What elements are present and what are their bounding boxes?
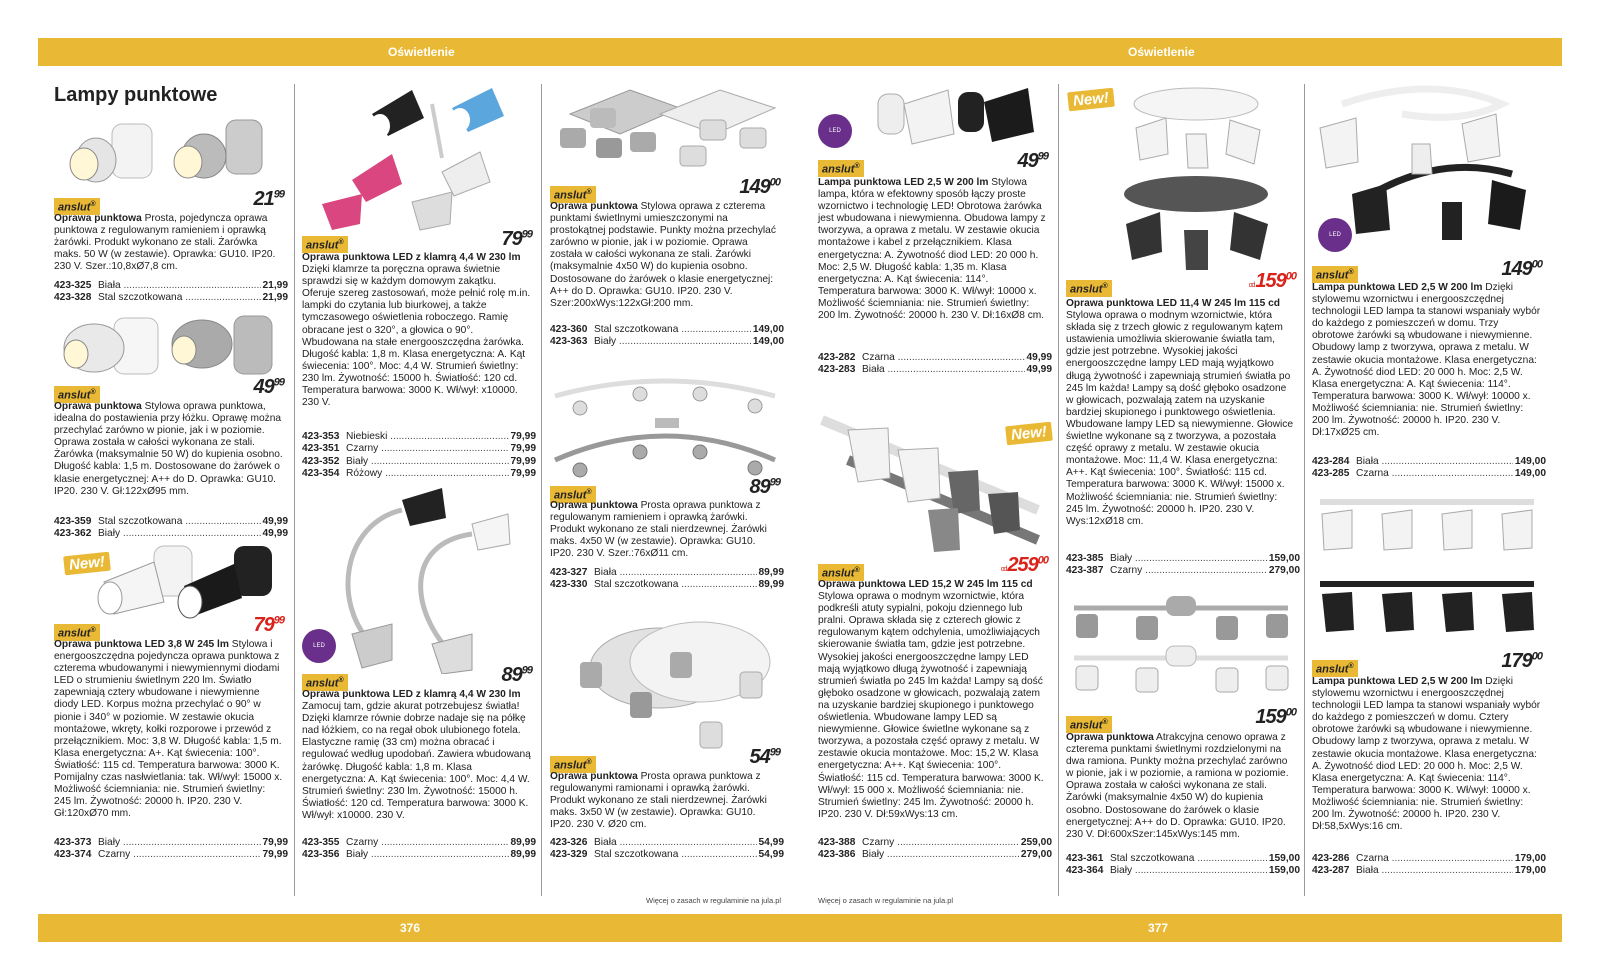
gooseneck-lamp-image [322,484,522,674]
variant-row: 423-352 Biały ..... 79,99 [302,456,536,468]
spotlight-image [84,542,284,622]
product-description: Lampa punktowa LED 2,5 W 200 lm Stylowa lampa, która w efektowny sposób łączy proste wzornictwo i technologię LED! Obrotowa żarówka jest wbudowana i niewymienna. Obudowa lampy z tworzywa, a oprawa z metalu. W zestawie okucia montażowe i kabel z przełącznikiem. Klasa energetyczna: A. Żywotność diod LED: 20 000 h. Moc: 2,5 W. Długość kabla: 1,35 m. Klasa energetyczna: A. Kąt świecenia: 114°. Temperatura barwowa: 3000 K. Wł/wył: 10000 x. Możliwość ściemniania: nie. Strumień świetlny: 200 lm. Żywotność: 20000 h. 230 V. Dł:16xØ8 cm. [818,177,1046,322]
price-tag: $od159^{00}$ [1248,270,1296,292]
led-badge-icon: LED [1318,218,1352,252]
footer-bar [38,914,1562,942]
brand-logo: anslut ® [550,186,596,203]
brand-logo: anslut ® [818,564,864,581]
variant-row: 423-287 Biała ..... 179,00 [1312,865,1546,877]
variant-row: 423-327 Biała ..... 89,99 [550,567,784,579]
section-title-left: Oświetlenie [388,45,455,59]
round-spotlight-image [550,612,780,752]
variant-list [818,837,1052,862]
variant-row: 423-356 Biały ..... 89,99 [302,849,536,861]
variant-row: 423-354 Różowy ..... 79,99 [302,468,536,480]
product-description: Oprawa punktowa LED 15,2 W 245 lm 115 cd Stylowa oprawa o modnym wzornictwie, która podkreśli atuty sypialni, pokoju dziennego lub pralni. Oprawa składa się z czterech głowic z regulowanym kątem odchylenia, umożliwiających skierowanie światła tam, gdzie jest potrzebne. Wysokiej jakości energooszczędne lampy LED mają wyjątkowo długą żywotność i zapewniają strumień światła po 245 lm każda! Lampy są dość głęboko osadzone w głowicach, pozwalają zatem na uzyskanie bardziej skupionego i punktowego oświetlenia. Wbudowane lampy LED są niewymienne. Głowice świetlne wykonane są z tworzywa, a pozostała część oprawy z metalu. W zestawie okucia montażowe. Moc: 15,2 W. Klasa energetyczna: A++. Kąt świecenia: 100°. Światłość: 115 cd. Temperatura barwowa: 3000 K. Wł/wył: 15 000 x. Możliwość ściemniania: nie. Strumień świetlny: 245 lm. Żywotność: 20000 h. IP20. 230 V. Dł:59xWys:13 cm. [818,579,1044,820]
variant-list [818,352,1052,377]
column-1 [54,84,288,904]
variant-list [550,837,784,862]
two-arm-spotlight-image [1066,586,1296,706]
price-tag: $21^{99}$ [253,188,284,210]
variant-list [1066,553,1300,578]
variant-list [1066,853,1300,878]
variant-row: 423-373 Biały ..... 79,99 [54,837,288,849]
brand-logo: anslut ® [54,624,100,641]
page-number-right: 377 [1148,921,1169,935]
column-5 [1066,84,1300,904]
product-description: Oprawa punktowa Prosta, pojedyncza oprawa punktowa z regulowanym ramieniem i oprawką żarówki. Produkt wykonano ze stali. Żarówka maks. 50 W (w zestawie). Oprawka: GU10. IP20. 230 V. Szer.:10,8xØ7,8 cm. [54,213,276,273]
variant-list [550,324,784,349]
section-title-right: Oświetlenie [1128,45,1195,59]
product-description: Oprawa punktowa Atrakcyjna cenowo oprawa z czterema punktami świetlnymi rozdzielonymi na dwa ramiona. Punkty można przechylać zarówno w pionie, jak i w poziomie, a ramiona w poziomie. Oprawa została w całości wykonana ze stali. Żarówki (maksymalnie 4x50 W) do kupienia osobno. Dostosowane do żarówek o klasie energetycznej: A++ do D. Oprawka: GU10. IP20. 230 V. Dł:600xSzer:145xWys:145 mm. [1066,732,1289,840]
product-description: Oprawa punktowa LED z klamrą 4,4 W 230 lm Zamocuj tam, gdzie akurat potrzebujesz światła! Dzięki klamrze równie dobrze nadaje się na półkę nad łóżkiem, co na regał obok ulubionego fotela. Elastyczne ramię (33 cm) można obracać i regulować według upodobań. Zawiera wbudowaną żarówkę. Długość kabla: 1,8 m. Klasa energetyczna: A. Kąt świecenia: 100°. Moc: 4,4 W. Strumień świetlny: 230 lm. Żywotność: 15000 h. Światłość: 120 cd. Temperatura barwowa: 3000 K. Wł/wył: x10000. 230 V. [302,689,531,821]
new-badge: New! [63,552,111,576]
product-description: Oprawa punktowa LED 3,8 W 245 lm Stylowa i energooszczędna pojedyncza oprawa punktowa z czterema wbudowanymi i niewymiennymi diodami LED o strumieniu świetlnym 220 lm. Światło zapewniają cztery wbudowane i niewymienne diody LED. Korpus można przechylać o 90° w pionie i 340° w poziomie. W zestawie okucia montażowe, wkręty, kołki rozporowe i przewód z przełącznikiem. Moc: 3,8 W. Długość kabla: 1,5 m. Klasa energetyczna: A+. Kąt świecenia: 100°. Światłość: 115 cd. Temperatura barwowa: 3000 K. Pomijalny czas nasłwietlania: tak. Wł/wył: 15000 x. Możliwość ściemniania: nie. Strumień świetlny: 245 lm. Żywotność: 20000 h. IP20. 230 V. Gł:120xØ70 mm. [54,639,283,820]
product-description: Oprawa punktowa Stylowa oprawa punktowa, idealna do postawienia przy łóżku. Oprawę można przechylać zarówno w pionie, jak i w poziomie. Oprawa została w całości wykonana ze stali. Żarówka (maksymalnie 50 W) do kupienia osobno. Długość kabla: 1,5 m. Dostosowane do żarówek o klasie energetycznej: A++ do D. Oprawka: GU10. IP20. 230 V. Gł:122xØ95 mm. [54,401,283,497]
brand-logo: anslut ® [550,486,596,503]
variant-row: 423-329 Stal szczotkowana ..... 54,99 [550,849,784,861]
track-spotlight-image [550,372,780,482]
variant-list [302,837,536,862]
variant-row: 423-364 Biały ..... 159,00 [1066,865,1300,877]
price-tag: $89^{99}$ [501,664,532,686]
price-tag: $54^{99}$ [749,746,780,768]
variant-list [550,567,784,592]
variant-row: 423-330 Stal szczotkowana ..... 89,99 [550,579,784,591]
variant-row: 423-283 Biała ..... 49,99 [818,364,1052,376]
product-description: Oprawa punktowa LED 11,4 W 245 lm 115 cd Stylowa oprawa o modnym wzornictwie, która składa się z trzech głowic z regulowanym kątem ustawienia umożliwia skierowanie światła tam, gdzie jest potrzebne. Wysokiej jakości energooszczędne lampy LED mają wyjątkowo długą żywotność i zapewniają strumień światła po 245 lm każda! Lampy są dość głęboko osadzone w głowicach, pozwalają zatem na uzyskanie bardziej skupionego i punktowego oświetlenia. Wbudowane lampy LED są niewymienne. Głowice świetlne wykonane są z tworzywa, a pozostała część oprawy z metalu. W zestawie okucia montażowe. Moc: 11,4 W. Klasa energetyczna: A++. Kąt świecenia: 100°. Światłość: 115 cd. Temperatura barwowa: 3000 K. Wł/wył: 15000 x. Możliwość ściemniania: nie. Strumień świetlny: 245 lm. Żywotność: 20000 h. IP20. 230 V. Wys:12xØ18 cm. [1066,298,1294,527]
product-description: Oprawa punktowa Prosta oprawa punktowa z regulowanymi ramionami i oprawką żarówki. Produkt wykonano ze stali nierdzewnej. Żarówki maks. 3x50 W (w zestawie). Oprawka: GU10. IP20. 230 V. Ø20 cm. [550,771,767,831]
price-tag: $49^{99}$ [1017,150,1048,172]
footer-note-left: Więcej o zasach w regulaminie na jula.pl [646,896,782,905]
variant-row: 423-359 Stal szczotkowana ..... 49,99 [54,516,288,528]
variant-row: 423-385 Biały ..... 159,00 [1066,553,1300,565]
variant-row: 423-284 Biała ..... 149,00 [1312,456,1546,468]
price-tag: $179^{00}$ [1501,650,1542,672]
variant-row: 423-328 Stal szczotkowana ..... 21,99 [54,292,288,304]
clamp-lamp-image [312,84,527,234]
price-tag: $49^{99}$ [253,376,284,398]
variant-row: 423-363 Biały ..... 149,00 [550,336,784,348]
bar-spotlight-image [818,400,1048,560]
brand-logo: anslut ® [302,236,348,253]
variant-row: 423-374 Czarny ..... 79,99 [54,849,288,861]
variant-row: 423-326 Biała ..... 54,99 [550,837,784,849]
spiral-led-lamp-image [1312,84,1542,244]
variant-list [302,431,536,481]
variant-row: 423-355 Czarny ..... 89,99 [302,837,536,849]
page-number-left: 376 [400,921,421,935]
brand-logo: anslut ® [818,160,864,177]
price-tag: $79^{99}$ [253,614,284,636]
product-description: Oprawa punktowa Stylowa oprawa z czterema punktami świetlnymi umieszczonymi na prostokątnej podstawie. Punkty można przechylać zarówno w pionie, jak i w poziomie. Oprawa została w całości wykonana ze stali. Żarówki (maksymalnie 4x50 W) do kupienia osobno. Dostosowane do żarówek o klasie energetycznej: A++ do D. Oprawka: GU10. IP20. 230 V. Szer:200xWys:122xGł:200 mm. [550,201,776,309]
variant-row: 423-353 Niebieski ..... 79,99 [302,431,536,443]
brand-logo: anslut ® [54,198,100,215]
column-2 [302,84,536,904]
brand-logo: anslut ® [54,386,100,403]
price-tag: $149^{00}$ [1501,258,1542,280]
divider [1304,84,1305,896]
price-tag: $od259^{00}$ [1000,554,1048,576]
brand-logo: anslut ® [1066,716,1112,733]
variant-list [1312,853,1546,878]
column-3 [550,84,784,904]
footer-note-right: Więcej o zasach w regulaminie na jula.pl [818,896,954,905]
price-tag: $79^{99}$ [501,228,532,250]
product-description: Lampa punktowa LED 2,5 W 200 lm Dzięki stylowemu wzornictwu i energooszczędnej technologii LED lampa ta stanowi wspaniały wybór do każdego z pomieszczeń w domu. Trzy obrotowe żarówki są wbudowane i niewymienne. Obudowy lamp z tworzywa, oprawa z metalu. W zestawie okucia montażowe. Klasa energetyczna: A. Żywotność diod LED: 20 000 h. Moc: 2,5 W. Klasa energetyczna: A. Kąt świecenia: 114°. Temperatura barwowa: 3000 K. Wł/wył: 10000 x. Możliwość ściemniania: nie. Strumień świetlny: 200 lm. Żywotność: 20000 h. IP20. 230 V. Dł:17xØ25 cm. [1312,282,1541,439]
variant-list [54,280,288,305]
variant-row: 423-351 Czarny ..... 79,99 [302,443,536,455]
spotlight-image [54,310,279,382]
brand-logo: anslut ® [1312,266,1358,283]
variant-row: 423-361 Stal szczotkowana ..... 159,00 [1066,853,1300,865]
brand-logo: anslut ® [302,674,348,691]
variant-row: 423-387 Czarny ..... 279,00 [1066,565,1300,577]
variant-row: 423-325 Biała ..... 21,99 [54,280,288,292]
variant-list [54,516,288,541]
wall-lamp-image [858,84,1048,154]
product-description: Oprawa punktowa Prosta oprawa punktowa z regulowanym ramieniem i oprawką żarówki. Produkt wykonano ze stali nierdzewnej. Żarówki maks. 4x50 W (w zestawie). Oprawka: GU10. IP20. 230 V. Szer.:76xØ11 cm. [550,500,767,560]
variant-row: 423-282 Czarna ..... 49,99 [818,352,1052,364]
brand-logo: anslut ® [1312,660,1358,677]
brand-logo: anslut ® [550,756,596,773]
ceiling-spotlight-image [550,84,780,184]
round-led-spot-image [1096,84,1296,280]
divider [541,84,542,896]
product-description: Lampa punktowa LED 2,5 W 200 lm Dzięki stylowemu wzornictwu i energooszczędnej technologii LED lampa ta stanowi wspaniały wybór do każdego z pomieszczeń w domu. Cztery obrotowe żarówki są wbudowane i niewymienne. Obudowy lamp z tworzywa, oprawa z metalu. W zestawie okucia montażowe. Klasa energetyczna: A. Żywotność diod LED: 20 000 h. Moc: 2,5 W. Klasa energetyczna: A. Kąt świecenia: 114°. Temperatura barwowa: 3000 K. Wł/wył: 10000 x. Możliwość ściemniania: nie. Strumień świetlny: 200 lm. Żywotność: 20000 h. IP20. 230 V. Dł:58,5xWys:16 cm. [1312,676,1541,833]
led-badge-icon: LED [302,629,336,663]
variant-row: 423-286 Czarna ..... 179,00 [1312,853,1546,865]
price-tag: $149^{00}$ [739,176,780,198]
new-badge: New! [1067,88,1115,112]
variant-list [54,837,288,862]
divider [294,84,295,896]
variant-row: 423-362 Biały ..... 49,99 [54,528,288,540]
brand-logo: anslut ® [1066,280,1112,297]
variant-list [1312,456,1546,481]
product-description: Oprawa punktowa LED z klamrą 4,4 W 230 lm Dzięki klamrze ta poręczna oprawa świetnie sprawdzi się w każdym domowym zakątku. Oferuje szereg zastosowań, może pełnić rolę m.in. lampki do czytania lub biurkowej, a także tymczasowego oświetlenia roboczego. Ramię obracane jest o 320°, a głowica o 90°. Wbudowana na stałe energooszczędna żarówka. Długość kabla: 1,8 m. Klasa energetyczna: A. Kąt świecenia: 100°. Moc: 4,4 W. Strumień świetlny: 230 lm. Żywotność: 15000 h. Światłość: 120 cd. Temperatura barwowa: 3000 K. Wł/wył: x10000. 230 V. [302,252,531,409]
variant-row: 423-360 Stal szczotkowana ..... 149,00 [550,324,784,336]
header-bar [38,38,1562,66]
new-badge: New! [1005,422,1053,446]
bar-led-lamp-image [1312,484,1542,644]
variant-row: 423-386 Biały ..... 279,00 [818,849,1052,861]
led-badge-icon: LED [818,114,852,148]
column-6 [1312,84,1546,904]
spotlight-image [54,110,279,198]
price-tag: $89^{99}$ [749,476,780,498]
column-4 [818,84,1052,904]
variant-row: 423-285 Czarna ..... 149,00 [1312,468,1546,480]
price-tag: $159^{00}$ [1255,706,1296,728]
divider [1058,84,1059,896]
page-title: Lampy punktowe [54,84,218,106]
variant-row: 423-388 Czarny ..... 259,00 [818,837,1052,849]
